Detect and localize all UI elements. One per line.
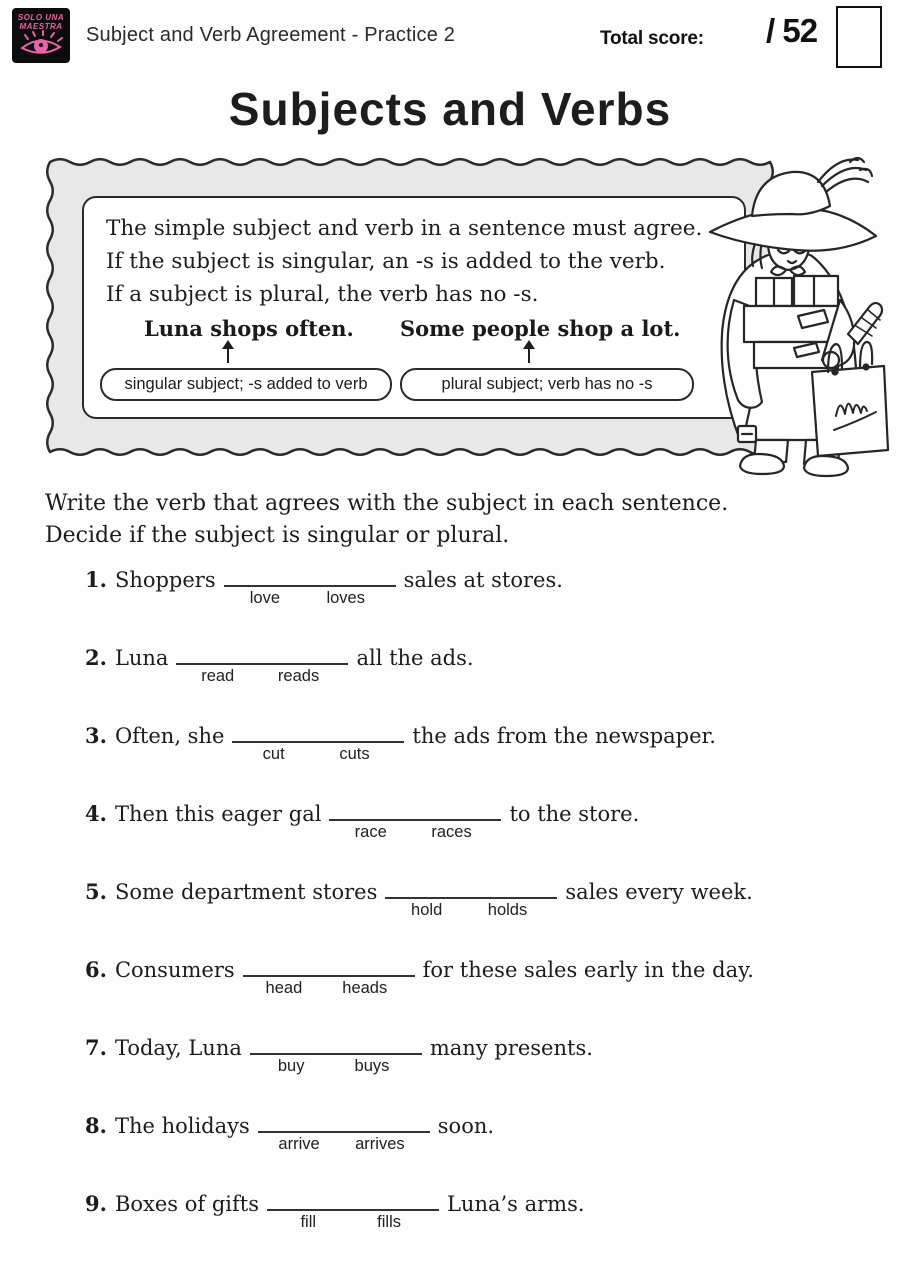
shopper-girl-illustration <box>700 148 892 480</box>
option-word-1: read <box>201 667 235 685</box>
question-text-before: Some department stores <box>114 880 378 904</box>
option-word-1: cut <box>262 745 285 763</box>
answer-blank <box>250 1034 422 1075</box>
label-plural-subject: plural subject; verb has no -s <box>400 368 694 401</box>
answer-blank <box>176 644 348 685</box>
question-text-after: many presents. <box>429 1036 593 1060</box>
question-text-after: Luna’s arms. <box>446 1192 585 1216</box>
question-row-7 <box>85 1034 875 1112</box>
question-text-after: all the ads. <box>356 646 474 670</box>
question-text-before: Consumers <box>114 958 235 982</box>
question-number: 8. <box>85 1113 107 1138</box>
answer-blank <box>267 1190 439 1231</box>
question-number: 5. <box>85 879 107 904</box>
answer-blank <box>232 722 404 763</box>
question-row-1 <box>85 566 875 644</box>
question-number: 1. <box>85 567 107 592</box>
question-text-before: Today, Luna <box>114 1036 242 1060</box>
answer-blank <box>329 800 501 841</box>
option-word-2: loves <box>326 589 365 607</box>
answer-blank <box>224 566 396 607</box>
question-list <box>85 566 875 1268</box>
up-arrow-icon <box>528 348 530 363</box>
option-word-1: arrive <box>278 1135 320 1153</box>
question-row-2 <box>85 644 875 722</box>
question-text-after: to the store. <box>509 802 640 826</box>
question-text-before: Boxes of gifts <box>114 1192 259 1216</box>
label-singular-subject: singular subject; -s added to verb <box>100 368 392 401</box>
question-text-after: sales every week. <box>565 880 753 904</box>
logo-text <box>12 13 70 31</box>
instructions-line-1: Write the verb that agrees with the subject in each sentence. <box>45 491 729 516</box>
question-row-4 <box>85 800 875 878</box>
example-sentence-singular: Luna shops often. <box>144 316 354 341</box>
question-row-3 <box>85 722 875 800</box>
total-score-label: Total score: <box>600 28 704 49</box>
question-text-after: the ads from the newspaper. <box>412 724 716 748</box>
option-word-2: heads <box>342 979 388 997</box>
question-number: 2. <box>85 645 107 670</box>
rule-text <box>106 212 702 311</box>
question-row-8 <box>85 1112 875 1190</box>
question-number: 6. <box>85 957 107 982</box>
option-word-2: arrives <box>355 1135 405 1153</box>
rule-box <box>82 196 746 419</box>
option-word-2: fills <box>377 1213 402 1231</box>
question-row-9 <box>85 1190 875 1268</box>
option-word-2: buys <box>354 1057 390 1075</box>
rule-line-2: If the subject is singular, an -s is added to the verb. <box>106 249 666 274</box>
option-word-1: hold <box>411 901 443 919</box>
page-title: Subjects and Verbs <box>228 83 672 135</box>
instructions-line-2: Decide if the subject is singular or plural. <box>45 523 510 548</box>
instructions <box>45 488 728 552</box>
question-number: 7. <box>85 1035 107 1060</box>
example-sentence-plural: Some people shop a lot. <box>400 316 681 341</box>
option-word-2: races <box>431 823 472 841</box>
up-arrow-icon <box>227 348 229 363</box>
question-text-before: Often, she <box>114 724 225 748</box>
answer-blank <box>258 1112 430 1153</box>
eye-icon <box>18 30 64 60</box>
question-text-before: Shoppers <box>114 568 216 592</box>
question-text-after: for these sales early in the day. <box>422 958 754 982</box>
question-number: 9. <box>85 1191 107 1216</box>
worksheet-title: Subject and Verb Agreement - Practice 2 <box>86 24 456 46</box>
option-word-2: reads <box>277 667 320 685</box>
question-text-before: Then this eager gal <box>114 802 322 826</box>
option-word-1: fill <box>300 1213 317 1231</box>
logo-text-line2: MAESTRA <box>19 22 63 31</box>
question-row-5 <box>85 878 875 956</box>
question-text-before: Luna <box>114 646 169 670</box>
option-word-2: holds <box>487 901 528 919</box>
publisher-logo <box>12 8 70 63</box>
rule-line-1: The simple subject and verb in a sentence must agree. <box>106 216 703 241</box>
logo-text-line1: SOLO UNA <box>17 13 65 22</box>
option-word-2: cuts <box>339 745 370 763</box>
option-word-1: race <box>354 823 387 841</box>
total-score-value: / 52 <box>766 12 818 49</box>
option-word-1: buy <box>277 1057 305 1075</box>
question-text-before: The holidays <box>114 1114 250 1138</box>
question-number: 4. <box>85 801 107 826</box>
option-word-1: love <box>249 589 281 607</box>
question-row-6 <box>85 956 875 1034</box>
answer-blank <box>385 878 557 919</box>
answer-blank <box>243 956 415 997</box>
question-text-after: soon. <box>437 1114 495 1138</box>
rule-line-3: If a subject is plural, the verb has no -s. <box>106 282 539 307</box>
question-number: 3. <box>85 723 107 748</box>
option-word-1: head <box>265 979 303 997</box>
score-entry-box <box>836 6 882 68</box>
question-text-after: sales at stores. <box>403 568 563 592</box>
